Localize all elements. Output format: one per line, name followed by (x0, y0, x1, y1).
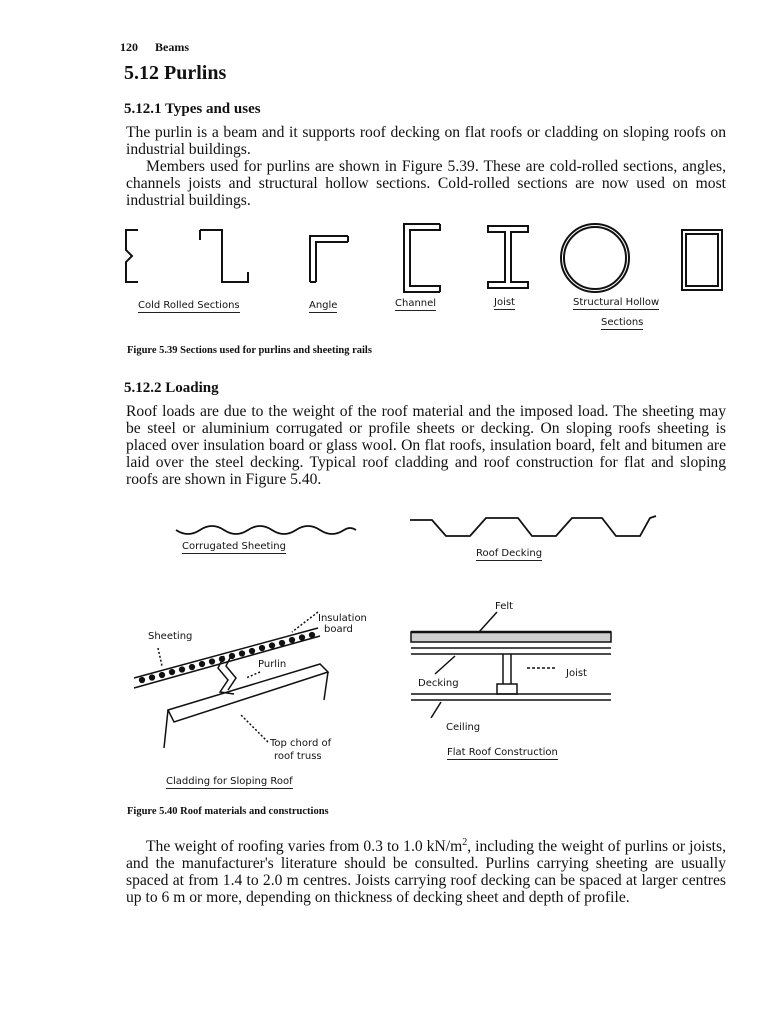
rectangular-hollow-section (682, 230, 722, 290)
label-felt: Felt (495, 601, 514, 612)
joist-section (488, 226, 528, 288)
paragraph-roofing-weight (126, 834, 726, 906)
label-corrugated-sheeting: Corrugated Sheeting (182, 541, 286, 552)
label-channel: Channel (395, 298, 437, 309)
label-angle: Angle (309, 300, 338, 311)
figure-5-39-sections (120, 220, 730, 300)
label-top-chord: Top chord of (270, 738, 332, 749)
paragraph-text: The purlin is a beam and it supports roof decking on flat roofs or cladding on sloping roofs on industrial buildings. (126, 124, 726, 158)
label-sheeting: Sheeting (148, 631, 193, 642)
label-insulation: Insulation (318, 613, 367, 624)
paragraph-text: Members used for purlins are shown in Figure 5.39. These are cold-rolled sections, angles, channels joists and structural hollow sections. Cold-rolled sections are now used on most industrial buildings. (126, 158, 726, 209)
page-number: 120 (120, 40, 138, 54)
joist-shape (497, 654, 517, 694)
label-roof-decking: Roof Decking (476, 548, 543, 559)
channel-section (404, 224, 440, 292)
running-head (120, 40, 203, 55)
running-title: Beams (155, 40, 189, 54)
label-joist-flat: Joist (566, 668, 587, 679)
label-decking: Decking (418, 678, 459, 689)
subsection-title-types: 5.12.1 Types and uses (124, 101, 261, 117)
circular-hollow-section (561, 224, 629, 292)
corrugated-sheeting-profile (176, 526, 356, 534)
label-purlin: Purlin (258, 659, 287, 670)
paragraph-roof-loads: Roof loads are due to the weight of the roof material and the imposed load. The sheeting may be steel or aluminium corrugated or profile sheets or decking. On sloping roofs sheeting is placed over insulation board or glass wool. On flat roofs, insulation board, felt and bitumen are laid over the steel decking. Typical roof cladding and roof construction for flat and sloping roofs are shown in Figure 5.40. (126, 403, 726, 488)
figure-5-39-caption: Figure 5.39 Sections used for purlins and sheeting rails (127, 345, 372, 356)
figure-5-40-caption: Figure 5.40 Roof materials and constructions (127, 806, 329, 817)
angle-section (310, 236, 348, 282)
label-insulation-board: board (324, 624, 353, 635)
superscript: 2 (462, 837, 468, 848)
section-title: 5.12 Purlins (124, 62, 227, 84)
label-cladding-sloping-roof: Cladding for Sloping Roof (166, 776, 293, 787)
label-cold-rolled: Cold Rolled Sections (138, 300, 240, 311)
paragraph-purlin-definition (126, 124, 726, 209)
label-ceiling: Ceiling (446, 722, 481, 733)
label-joist: Joist (494, 297, 515, 308)
figure-5-40-flat-roof (405, 598, 625, 718)
label-structural-hollow: Structural Hollow (573, 297, 660, 308)
roof-decking-profile (410, 516, 656, 536)
felt-layer (411, 632, 611, 642)
subsection-title-loading: 5.12.2 Loading (124, 380, 219, 396)
cold-rolled-sigma-section (126, 230, 138, 282)
label-roof-truss: roof truss (274, 751, 322, 762)
paragraph-text-end: , including the weight of purlins or joists, and the manufacturer's literature should be consulted. Purlins carrying sheeting are usually spaced at from 1.4 to 2.0 m centres. Joists carrying roof decking can be spaced at larger centres up to 6 m or more, depending on thickness of decking sheet and depth of profile. (126, 838, 726, 907)
label-flat-roof-construction: Flat Roof Construction (447, 747, 558, 758)
cold-rolled-zed-section (200, 230, 248, 282)
paragraph-text-start: The weight of roofing varies from 0.3 to 1.0 kN/m (146, 838, 463, 856)
label-sections: Sections (601, 317, 644, 328)
